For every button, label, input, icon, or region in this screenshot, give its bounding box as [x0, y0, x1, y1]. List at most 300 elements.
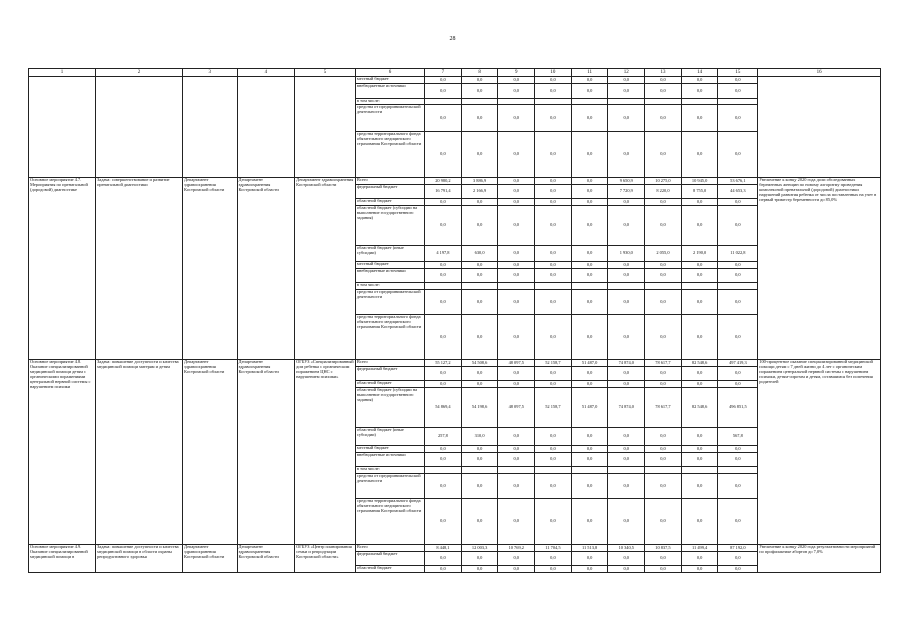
amount-cell: 0,0	[645, 552, 682, 566]
amount-cell	[718, 467, 758, 474]
amount-cell: 0,0	[535, 552, 572, 566]
amount-cell: 0,0	[498, 453, 535, 467]
amount-cell: 0,0	[535, 246, 572, 262]
amount-cell: 0,0	[425, 446, 462, 453]
amount-cell: 0,0	[571, 199, 608, 206]
amount-cell: 0,0	[645, 206, 682, 246]
amount-cell: 44 653,3	[718, 185, 758, 199]
amount-cell: 0,0	[608, 84, 645, 99]
amount-cell: 0,0	[461, 84, 498, 99]
amount-cell: 0,0	[498, 105, 535, 132]
amount-cell: 0,0	[645, 269, 682, 283]
funding-source-cell: областной бюджет	[355, 199, 424, 206]
amount-cell: 20 980,2	[425, 178, 462, 185]
amount-cell: 0,0	[498, 290, 535, 315]
amount-cell: 0,0	[718, 105, 758, 132]
amount-cell: 0,0	[498, 132, 535, 178]
amount-cell	[571, 283, 608, 290]
table-row	[29, 360, 881, 367]
amount-cell: 0,0	[681, 105, 718, 132]
amount-cell: 0,0	[571, 428, 608, 446]
amount-cell: 0,0	[571, 499, 608, 545]
funding-source-cell: федеральный бюджет	[355, 552, 424, 566]
amount-cell: 0,0	[498, 269, 535, 283]
amount-cell: 0,0	[718, 446, 758, 453]
amount-cell: 0,0	[681, 474, 718, 499]
amount-cell: 0,0	[571, 105, 608, 132]
column-number-cell: 14	[681, 69, 718, 77]
amount-cell: 0,0	[461, 206, 498, 246]
activity-c5-cell: Департамент здравоохранения Костромской области	[295, 178, 356, 360]
amount-cell: 0,0	[608, 446, 645, 453]
amount-cell: 53 676,1	[718, 178, 758, 185]
amount-cell: 0,0	[498, 178, 535, 185]
amount-cell: 0,0	[535, 453, 572, 467]
amount-cell: 0,0	[718, 315, 758, 360]
amount-cell	[645, 283, 682, 290]
activity-c2-cell	[96, 77, 183, 178]
amount-cell: 0,0	[718, 367, 758, 381]
activity-c1-cell: Основное мероприятие 4.9. Оказание специализированной медицинской помощи в	[29, 545, 96, 573]
funding-source-cell: в том числе:	[355, 283, 424, 290]
amount-cell: 0,0	[608, 105, 645, 132]
funding-source-cell: областной бюджет (субсидии на выполнение государственного задания)	[355, 388, 424, 428]
amount-cell: 0,0	[535, 84, 572, 99]
amount-cell: 0,0	[681, 552, 718, 566]
amount-cell: 9 650,9	[608, 178, 645, 185]
amount-cell: 0,0	[608, 206, 645, 246]
amount-cell: 0,0	[425, 381, 462, 388]
amount-cell: 82 548,6	[681, 360, 718, 367]
amount-cell: 0,0	[535, 566, 572, 573]
amount-cell	[498, 283, 535, 290]
amount-cell: 78 617,7	[645, 360, 682, 367]
funding-source-cell: средства от предпринимательской деятельности	[355, 290, 424, 315]
funding-source-cell: в том числе:	[355, 467, 424, 474]
amount-cell	[718, 283, 758, 290]
amount-cell: 0,0	[718, 269, 758, 283]
amount-cell: 0,0	[535, 446, 572, 453]
amount-cell: 0,0	[571, 446, 608, 453]
activity-c4-cell: Департамент здравоохранения Костромской области	[237, 178, 295, 360]
column-number-cell: 4	[237, 69, 295, 77]
amount-cell: 0,0	[608, 499, 645, 545]
funding-source-cell: областной бюджет (субсидии на выполнение государственного задания)	[355, 206, 424, 246]
amount-cell	[425, 467, 462, 474]
activity-c1-cell	[29, 77, 96, 178]
amount-cell: 0,0	[498, 315, 535, 360]
amount-cell: 0,0	[461, 290, 498, 315]
amount-cell: 0,0	[645, 315, 682, 360]
funding-source-cell: областной бюджет	[355, 566, 424, 573]
amount-cell: 0,0	[608, 290, 645, 315]
activity-c2-cell: Задача: совершенствование и развитие пренатальной диагностики	[96, 178, 183, 360]
amount-cell: 51 487,0	[571, 388, 608, 428]
amount-cell: 11 704,5	[535, 545, 572, 552]
amount-cell: 0,0	[535, 499, 572, 545]
amount-cell: 0,0	[681, 453, 718, 467]
column-number-cell: 1	[29, 69, 96, 77]
amount-cell: 0,0	[681, 499, 718, 545]
amount-cell: 11 499,4	[681, 545, 718, 552]
amount-cell: 8 448,1	[425, 545, 462, 552]
column-number-cell: 11	[571, 69, 608, 77]
amount-cell: 0,0	[571, 178, 608, 185]
amount-cell: 0,0	[461, 367, 498, 381]
amount-cell: 0,0	[681, 269, 718, 283]
amount-cell: 0,0	[535, 206, 572, 246]
amount-cell: 630,0	[461, 246, 498, 262]
amount-cell: 0,0	[498, 566, 535, 573]
amount-cell: 0,0	[681, 290, 718, 315]
amount-cell: 0,0	[608, 269, 645, 283]
amount-cell: 0,0	[681, 199, 718, 206]
amount-cell: 0,0	[498, 367, 535, 381]
funding-source-cell: внебюджетные источники	[355, 269, 424, 283]
amount-cell: 0,0	[571, 552, 608, 566]
amount-cell: 0,0	[645, 499, 682, 545]
amount-cell: 0,0	[425, 84, 462, 99]
amount-cell: 48 097,5	[498, 388, 535, 428]
amount-cell	[535, 467, 572, 474]
amount-cell: 0,0	[608, 566, 645, 573]
amount-cell: 52 158,7	[535, 360, 572, 367]
funding-source-cell: областной бюджет (иные субсидии)	[355, 428, 424, 446]
column-number-cell: 2	[96, 69, 183, 77]
column-number-cell: 5	[295, 69, 356, 77]
amount-cell: 54 508,6	[461, 360, 498, 367]
activity-c2-cell: Задача: повышение доступности и качества медицинской помощи в области охраны репродуктивного здоровья	[96, 545, 183, 573]
amount-cell: 0,0	[425, 367, 462, 381]
table-row	[29, 77, 881, 84]
amount-cell: 0,0	[681, 132, 718, 178]
column-number-cell: 16	[758, 69, 881, 77]
activity-c4-cell: Департамент здравоохранения Костромской области	[237, 545, 295, 573]
amount-cell: 0,0	[461, 552, 498, 566]
amount-cell: 2 055,0	[645, 246, 682, 262]
amount-cell: 567,8	[718, 428, 758, 446]
amount-cell: 0,0	[461, 105, 498, 132]
amount-cell: 0,0	[535, 290, 572, 315]
amount-cell: 0,0	[425, 552, 462, 566]
amount-cell: 0,0	[645, 381, 682, 388]
amount-cell: 0,0	[645, 77, 682, 84]
activity-c4-cell: Департамент здравоохранения Костромской области	[237, 360, 295, 545]
column-number-cell: 15	[718, 69, 758, 77]
funding-source-cell: средства территориального фонда обязательного медицинского страхования Костромской области	[355, 315, 424, 360]
amount-cell: 0,0	[718, 132, 758, 178]
activity-c4-cell	[237, 77, 295, 178]
amount-cell: 10 945,0	[681, 178, 718, 185]
amount-cell: 48 097,5	[498, 360, 535, 367]
activity-c5-cell: ОГБУЗ «Центр планирования семьи и репродукции Костромской области»	[295, 545, 356, 573]
amount-cell	[571, 467, 608, 474]
funding-source-cell: федеральный бюджет	[355, 367, 424, 381]
amount-cell: 0,0	[718, 566, 758, 573]
amount-cell: 0,0	[718, 290, 758, 315]
amount-cell: 10 340,5	[608, 545, 645, 552]
amount-cell: 8 755,0	[681, 185, 718, 199]
amount-cell: 0,0	[718, 474, 758, 499]
amount-cell: 0,0	[535, 262, 572, 269]
amount-cell: 0,0	[571, 132, 608, 178]
amount-cell: 0,0	[681, 77, 718, 84]
amount-cell: 496 851,5	[718, 388, 758, 428]
amount-cell: 0,0	[645, 566, 682, 573]
amount-cell: 54 198,6	[461, 388, 498, 428]
amount-cell: 54 869,4	[425, 388, 462, 428]
expected-result-cell: Увеличение к концу 2020 года доли обследованных беременных женщин по новому алгоритму проведения комплексной пренатальной (дородовой) диагностики нарушений развития ребенка от числа поставленных на учет в первый триместр беременности до 85,0%	[758, 178, 881, 360]
amount-cell: 11 513,8	[571, 545, 608, 552]
amount-cell: 257,8	[425, 428, 462, 446]
amount-cell	[681, 283, 718, 290]
amount-cell	[645, 467, 682, 474]
amount-cell: 0,0	[608, 367, 645, 381]
funding-source-cell: средства территориального фонда обязательного медицинского страхования Костромской области	[355, 499, 424, 545]
amount-cell: 0,0	[608, 199, 645, 206]
amount-cell: 0,0	[498, 446, 535, 453]
amount-cell: 0,0	[461, 499, 498, 545]
amount-cell: 0,0	[535, 132, 572, 178]
amount-cell: 0,0	[571, 77, 608, 84]
amount-cell: 8 220,0	[645, 185, 682, 199]
amount-cell: 0,0	[718, 199, 758, 206]
amount-cell: 51 487,0	[571, 360, 608, 367]
amount-cell: 0,0	[645, 453, 682, 467]
amount-cell: 0,0	[498, 84, 535, 99]
amount-cell: 0,0	[425, 132, 462, 178]
amount-cell: 0,0	[681, 206, 718, 246]
amount-cell: 0,0	[425, 262, 462, 269]
amount-cell: 3 886,9	[461, 178, 498, 185]
amount-cell	[461, 283, 498, 290]
amount-cell: 310,0	[461, 428, 498, 446]
activity-c5-cell: ОГБУЗ «Специализированный дом ребенка с органическим поражением ЦНС с нарушением психики»	[295, 360, 356, 545]
amount-cell: 0,0	[535, 269, 572, 283]
amount-cell: 0,0	[571, 206, 608, 246]
amount-cell: 0,0	[535, 178, 572, 185]
amount-cell: 0,0	[498, 262, 535, 269]
activity-c1-cell: Основное мероприятие 4.8. Оказание специализированной медицинской помощи детям с органическими поражениями центральной нервной системы с нарушением психики	[29, 360, 96, 545]
amount-cell: 0,0	[571, 381, 608, 388]
amount-cell: 0,0	[571, 315, 608, 360]
column-number-cell: 8	[461, 69, 498, 77]
amount-cell: 0,0	[608, 474, 645, 499]
funding-source-cell: Всего	[355, 360, 424, 367]
funding-source-cell: средства территориального фонда обязательного медицинского страхования Костромской области	[355, 132, 424, 178]
amount-cell: 0,0	[681, 315, 718, 360]
column-number-cell: 13	[645, 69, 682, 77]
amount-cell: 0,0	[718, 381, 758, 388]
amount-cell: 0,0	[425, 206, 462, 246]
amount-cell: 0,0	[535, 315, 572, 360]
column-number-row	[29, 69, 881, 77]
amount-cell: 0,0	[571, 367, 608, 381]
amount-cell: 0,0	[645, 474, 682, 499]
amount-cell	[498, 467, 535, 474]
amount-cell: 0,0	[461, 315, 498, 360]
amount-cell: 0,0	[498, 206, 535, 246]
amount-cell: 0,0	[461, 77, 498, 84]
amount-cell: 2 166,9	[461, 185, 498, 199]
amount-cell: 0,0	[608, 453, 645, 467]
amount-cell: 0,0	[498, 499, 535, 545]
amount-cell: 0,0	[498, 552, 535, 566]
amount-cell: 12 003,3	[461, 545, 498, 552]
amount-cell: 0,0	[425, 474, 462, 499]
funding-source-cell: средства от предпринимательской деятельности	[355, 105, 424, 132]
funding-source-cell: местный бюджет	[355, 262, 424, 269]
funding-source-cell: Всего	[355, 178, 424, 185]
amount-cell: 0,0	[571, 290, 608, 315]
amount-cell: 0,0	[571, 566, 608, 573]
amount-cell: 0,0	[608, 262, 645, 269]
amount-cell: 0,0	[718, 262, 758, 269]
funding-source-cell: внебюджетные источники	[355, 84, 424, 99]
amount-cell: 0,0	[425, 77, 462, 84]
amount-cell: 0,0	[571, 84, 608, 99]
amount-cell: 0,0	[535, 199, 572, 206]
amount-cell: 0,0	[645, 84, 682, 99]
amount-cell: 11 022,8	[718, 246, 758, 262]
amount-cell: 10 769,2	[498, 545, 535, 552]
amount-cell: 0,0	[645, 262, 682, 269]
amount-cell: 7 720,9	[608, 185, 645, 199]
program-financing-table	[28, 68, 881, 573]
activity-c5-cell	[295, 77, 356, 178]
activity-c3-cell: Департамент здравоохранения Костромской области	[183, 545, 237, 573]
amount-cell: 0,0	[681, 428, 718, 446]
expected-result-cell	[758, 77, 881, 178]
amount-cell: 74 874,0	[608, 360, 645, 367]
amount-cell: 0,0	[681, 262, 718, 269]
amount-cell	[535, 283, 572, 290]
amount-cell: 0,0	[718, 206, 758, 246]
amount-cell: 55 127,2	[425, 360, 462, 367]
amount-cell: 52 158,7	[535, 388, 572, 428]
amount-cell: 82 548,6	[681, 388, 718, 428]
amount-cell: 0,0	[425, 290, 462, 315]
amount-cell: 0,0	[498, 474, 535, 499]
funding-source-cell: областной бюджет (иные субсидии)	[355, 246, 424, 262]
amount-cell: 0,0	[608, 315, 645, 360]
activity-c1-cell: Основное мероприятие 4.7. Мероприятия по пренатальной (дородовой) диагностике	[29, 178, 96, 360]
table-row	[29, 178, 881, 185]
amount-cell: 0,0	[461, 269, 498, 283]
amount-cell: 0,0	[535, 381, 572, 388]
amount-cell: 74 874,0	[608, 388, 645, 428]
amount-cell	[608, 283, 645, 290]
amount-cell: 0,0	[571, 262, 608, 269]
amount-cell: 0,0	[608, 132, 645, 178]
amount-cell: 0,0	[645, 105, 682, 132]
amount-cell: 0,0	[425, 199, 462, 206]
column-number-cell: 12	[608, 69, 645, 77]
amount-cell: 0,0	[535, 428, 572, 446]
amount-cell: 0,0	[718, 552, 758, 566]
amount-cell: 4 197,8	[425, 246, 462, 262]
amount-cell: 0,0	[535, 367, 572, 381]
amount-cell: 2 190,0	[681, 246, 718, 262]
amount-cell: 497 419,3	[718, 360, 758, 367]
amount-cell: 0,0	[718, 84, 758, 99]
amount-cell: 0,0	[425, 315, 462, 360]
table-row	[29, 545, 881, 552]
amount-cell: 87 192,0	[718, 545, 758, 552]
amount-cell: 0,0	[645, 367, 682, 381]
amount-cell: 0,0	[535, 105, 572, 132]
amount-cell	[425, 283, 462, 290]
funding-source-cell: в том числе:	[355, 99, 424, 105]
amount-cell: 0,0	[645, 446, 682, 453]
amount-cell: 0,0	[498, 77, 535, 84]
funding-source-cell: местный бюджет	[355, 77, 424, 84]
amount-cell: 1 930,0	[608, 246, 645, 262]
amount-cell: 16 791,4	[425, 185, 462, 199]
funding-source-cell: внебюджетные источники	[355, 453, 424, 467]
amount-cell: 0,0	[461, 199, 498, 206]
activity-c3-cell: Департамент здравоохранения Костромской области	[183, 178, 237, 360]
amount-cell: 10 275,0	[645, 178, 682, 185]
amount-cell: 0,0	[535, 474, 572, 499]
funding-source-cell: местный бюджет	[355, 446, 424, 453]
funding-source-cell: областной бюджет	[355, 381, 424, 388]
amount-cell: 0,0	[461, 132, 498, 178]
amount-cell: 0,0	[681, 446, 718, 453]
amount-cell: 0,0	[425, 566, 462, 573]
amount-cell: 0,0	[681, 381, 718, 388]
amount-cell: 0,0	[645, 290, 682, 315]
amount-cell: 0,0	[608, 381, 645, 388]
amount-cell: 0,0	[461, 262, 498, 269]
funding-source-cell: федеральный бюджет	[355, 185, 424, 199]
amount-cell: 10 837,5	[645, 545, 682, 552]
amount-cell: 0,0	[608, 428, 645, 446]
amount-cell: 0,0	[608, 77, 645, 84]
amount-cell: 0,0	[461, 381, 498, 388]
column-number-cell: 3	[183, 69, 237, 77]
amount-cell: 0,0	[498, 185, 535, 199]
amount-cell: 0,0	[498, 246, 535, 262]
amount-cell: 0,0	[461, 566, 498, 573]
amount-cell: 0,0	[498, 428, 535, 446]
expected-result-cell: 100-процентное оказание специализированной медицинской помощи детям с 7 дней жизни до 4 лет с органическим поражением центральной нервной системы с нарушением психики, детям-сиротам и детям, оставшимся без попечения родителей	[758, 360, 881, 545]
amount-cell: 0,0	[608, 552, 645, 566]
funding-source-cell: Всего	[355, 545, 424, 552]
amount-cell: 0,0	[681, 566, 718, 573]
activity-c3-cell	[183, 77, 237, 178]
amount-cell: 0,0	[498, 199, 535, 206]
amount-cell: 78 617,7	[645, 388, 682, 428]
amount-cell: 0,0	[718, 77, 758, 84]
amount-cell: 0,0	[571, 453, 608, 467]
page-number: 28	[449, 36, 456, 42]
amount-cell: 0,0	[718, 453, 758, 467]
amount-cell	[461, 467, 498, 474]
amount-cell: 0,0	[571, 269, 608, 283]
column-number-cell: 9	[498, 69, 535, 77]
column-number-cell: 10	[535, 69, 572, 77]
amount-cell: 0,0	[498, 381, 535, 388]
amount-cell: 0,0	[461, 446, 498, 453]
amount-cell: 0,0	[571, 474, 608, 499]
expected-result-cell: Увеличение к концу 2020 года результативности мероприятий по профилактике абортов до 7,0%	[758, 545, 881, 573]
amount-cell	[608, 467, 645, 474]
amount-cell: 0,0	[718, 499, 758, 545]
amount-cell: 0,0	[461, 474, 498, 499]
amount-cell: 0,0	[535, 185, 572, 199]
amount-cell: 0,0	[571, 185, 608, 199]
